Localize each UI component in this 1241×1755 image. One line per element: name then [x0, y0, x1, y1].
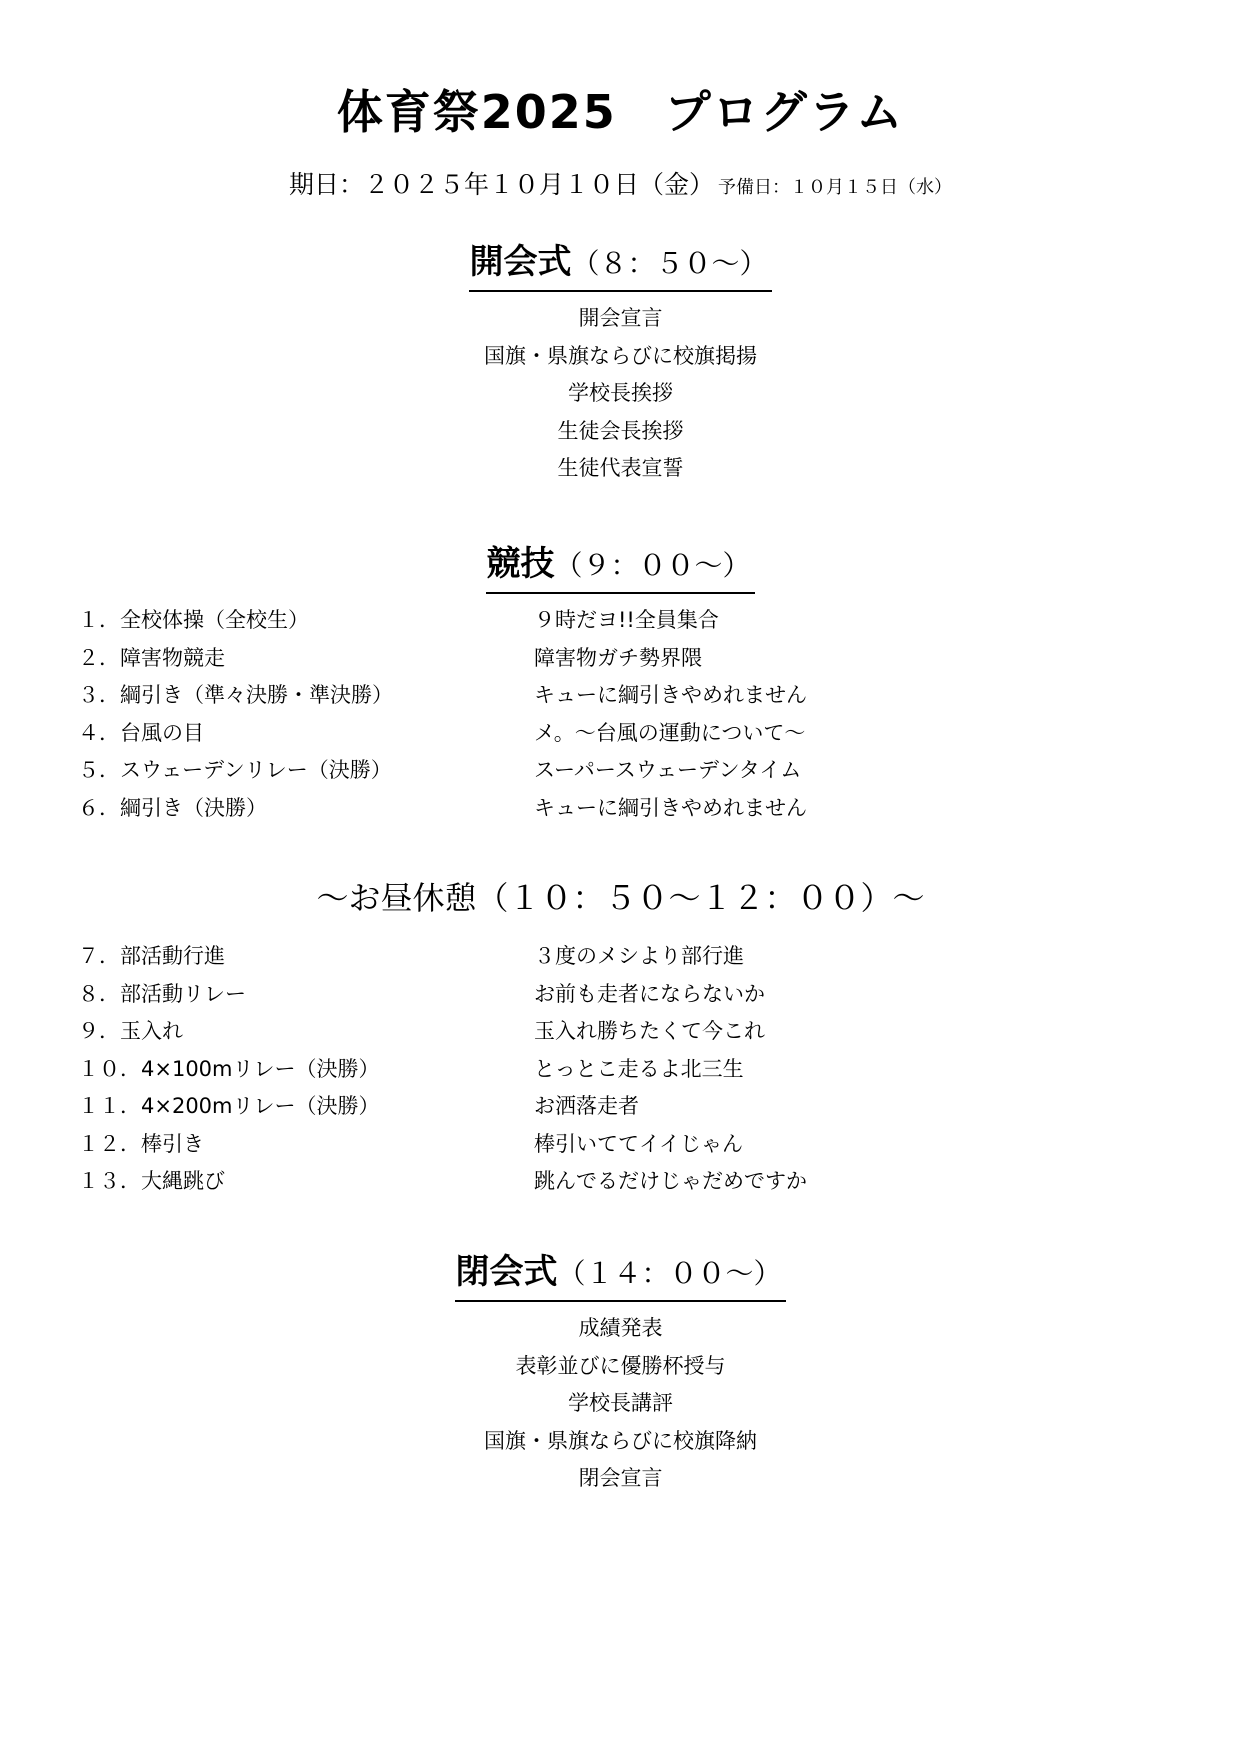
opening-heading-name: 開会式 [469, 242, 572, 282]
event-catchphrase: お前も走者にならないか [534, 981, 765, 1006]
event-row [78, 790, 1178, 828]
closing-heading-name: 閉会式 [455, 1252, 558, 1292]
event-catchphrase: 玉入れ勝ちたくて今これ [534, 1019, 765, 1043]
event-name: ８．部活動リレー [78, 981, 246, 1006]
list-item: 学校長講評 [568, 1391, 673, 1415]
event-name: １１．4×200mリレー（決勝） [78, 1094, 380, 1118]
event-catchphrase: キューに綱引きやめれません [534, 795, 807, 820]
afternoon-event-list [78, 938, 1178, 1201]
event-catchphrase: ９時だヨ!!全員集合 [534, 608, 719, 632]
closing-heading-time: （１４：００～） [557, 1257, 782, 1290]
event-row [78, 640, 1178, 678]
event-catchphrase: とっとこ走るよ北三生 [534, 1056, 744, 1081]
event-catchphrase: ３度のメシより部行進 [534, 944, 744, 968]
list-item: 生徒代表宣誓 [557, 456, 684, 480]
morning-event-list [78, 602, 1178, 827]
event-name: ５．スウェーデンリレー（決勝） [78, 758, 392, 782]
list-item: 成績発表 [578, 1316, 663, 1340]
event-catchphrase: メ。～台風の運動について～ [534, 720, 806, 745]
events-heading-time: （９：００～） [554, 549, 751, 582]
event-catchphrase: キューに綱引きやめれません [534, 683, 807, 707]
event-name: ３．綱引き（準々決勝・準決勝） [78, 683, 393, 707]
event-row [78, 715, 1178, 753]
list-item: 生徒会長挨拶 [557, 418, 684, 443]
event-row [78, 976, 1178, 1014]
list-item: 国旗・県旗ならびに校旗降納 [484, 1428, 757, 1453]
event-catchphrase: お洒落走者 [534, 1094, 639, 1118]
event-row [78, 1051, 1178, 1089]
opening-heading [0, 240, 1241, 292]
event-row [78, 1126, 1178, 1164]
event-date: 期日：２０２５年１０月１０日（金） [288, 170, 714, 199]
event-name: １０．4×100mリレー（決勝） [78, 1056, 380, 1081]
event-row [78, 1088, 1178, 1126]
event-name: １２．棒引き [78, 1131, 204, 1156]
closing-heading [0, 1250, 1241, 1302]
event-name: ７．部活動行進 [78, 944, 225, 968]
event-catchphrase: 障害物ガチ勢界隈 [534, 645, 702, 670]
event-row [78, 1013, 1178, 1051]
event-name: ９．玉入れ [78, 1019, 183, 1043]
event-name: １３．大縄跳び [78, 1169, 225, 1193]
list-item: 開会宣言 [578, 306, 663, 330]
list-item: 国旗・県旗ならびに校旗掲揚 [484, 343, 757, 368]
event-row [78, 1163, 1178, 1201]
list-item: 学校長挨拶 [568, 381, 673, 405]
event-name: １．全校体操（全校生） [78, 608, 309, 632]
event-name: ４．台風の目 [78, 720, 204, 745]
event-catchphrase: 跳んでるだけじゃだめですか [534, 1169, 807, 1193]
list-item: 閉会宣言 [578, 1466, 663, 1490]
event-row [78, 938, 1178, 976]
event-row [78, 602, 1178, 640]
events-heading [0, 542, 1241, 594]
event-name: ６．綱引き（決勝） [78, 795, 267, 820]
event-catchphrase: 棒引いててイイじゃん [534, 1131, 743, 1156]
list-item: 表彰並びに優勝杯授与 [515, 1353, 726, 1378]
event-row [78, 752, 1178, 790]
opening-list [0, 300, 1241, 488]
events-heading-name: 競技 [486, 544, 555, 584]
lunch-break: ～お昼休憩（１０：５０～１２：００）～ [316, 879, 925, 917]
event-row [78, 677, 1178, 715]
reserve-date: 予備日：１０月１５日（水） [718, 177, 952, 198]
date-line [0, 168, 1241, 205]
page-title: 体育祭2025 プログラム [336, 85, 905, 139]
opening-heading-time: （８：５０～） [571, 247, 768, 280]
event-name: ２．障害物競走 [78, 645, 225, 670]
closing-list [0, 1310, 1241, 1498]
event-catchphrase: スーパースウェーデンタイム [534, 758, 802, 782]
